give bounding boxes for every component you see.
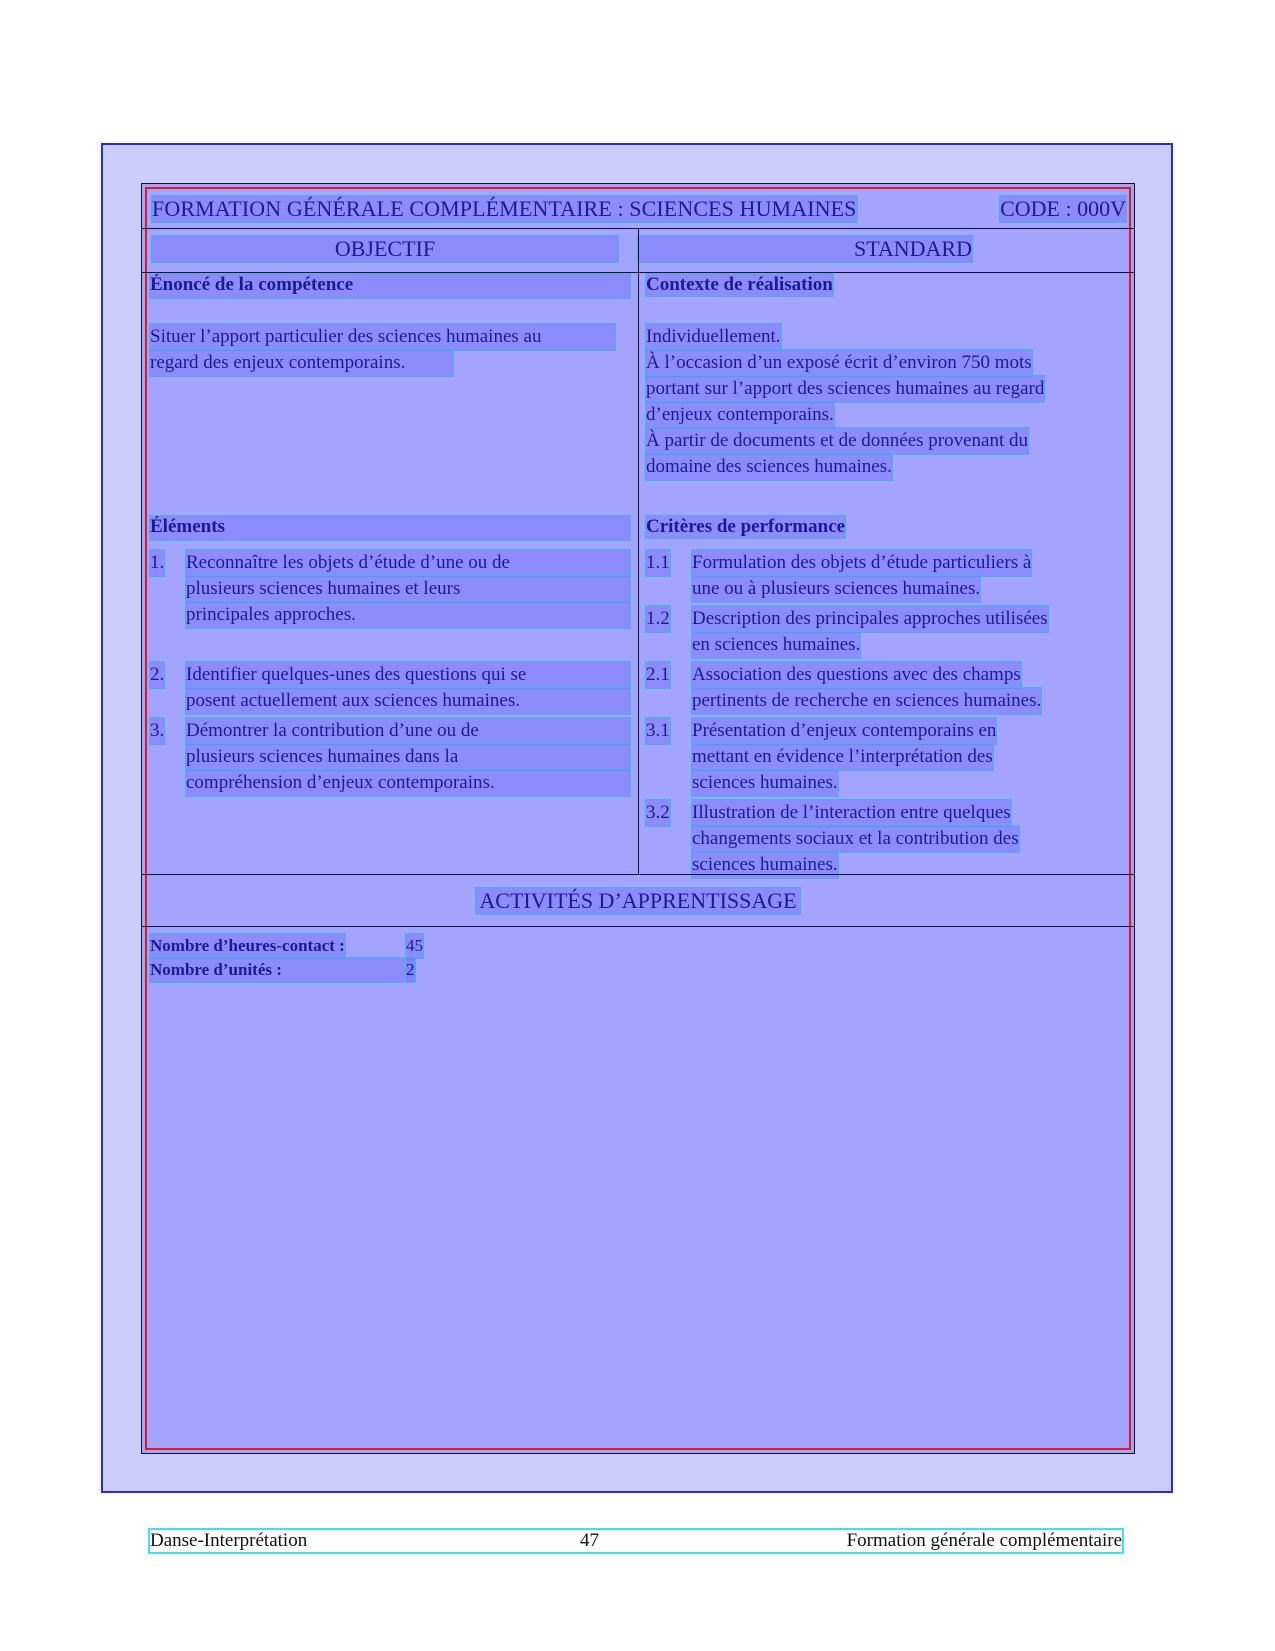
divider [142,874,1134,875]
element-number: 3. [150,718,164,744]
criterion-line: sciences humaines. [692,852,838,878]
context-line: portant sur l’apport des sciences humaines au regard [646,376,1044,402]
criterion-line: Association des questions avec des champs [692,662,1021,688]
element-number: 1. [150,550,164,576]
hours-label: Nombre d’heures-contact : [150,934,345,958]
footer-program: Danse-Interprétation [150,1530,308,1551]
competence-line: regard des enjeux contemporains. [150,350,453,376]
criterion-number: 3.1 [646,718,670,744]
criterion-line: Formulation des objets d’étude particuliers à [692,550,1031,576]
competence-heading: Énoncé de la compétence [150,274,630,298]
units-value: 2 [406,958,415,982]
elements-heading: Éléments [150,516,630,540]
criterion-number: 1.2 [646,606,670,632]
element-line: compréhension d’enjeux contemporains. [186,770,630,796]
element-line: Reconnaître les objets d’étude d’une ou de [186,550,630,576]
criterion-line: Illustration de l’interaction entre quelques [692,800,1011,826]
element-line: plusieurs sciences humaines dans la [186,744,630,770]
divider [142,926,1134,927]
criterion-line: Présentation d’enjeux contemporains en [692,718,996,744]
context-line: Individuellement. [646,324,781,350]
criterion-number: 3.2 [646,800,670,826]
competency-table [141,183,1135,1454]
column-header-objectif: OBJECTIF [152,236,618,262]
competence-line: Situer l’apport particulier des sciences humaines au [150,324,615,350]
element-line: principales approches. [186,602,630,628]
criterion-number: 2.1 [646,662,670,688]
criterion-item [646,718,1116,796]
element-item [150,718,630,796]
criterion-item [646,550,1116,602]
criterion-item [646,606,1116,658]
context-line: domaine des sciences humaines. [646,454,892,480]
hours-value: 45 [406,934,423,958]
context-line: À partir de documents et de données provenant du [646,428,1028,454]
criterion-item [646,662,1116,714]
context-line: À l’occasion d’un exposé écrit d’environ 750 mots [646,350,1032,376]
element-line: Démontrer la contribution d’une ou de [186,718,630,744]
criterion-line: sciences humaines. [692,770,838,796]
element-number: 2. [150,662,164,688]
criterion-line: en sciences humaines. [692,632,860,658]
element-line: posent actuellement aux sciences humaines. [186,688,630,714]
element-line: Identifier quelques-unes des questions qui se [186,662,630,688]
table-title: FORMATION GÉNÉRALE COMPLÉMENTAIRE : SCIENCES HUMAINES [152,196,857,221]
page-number: 47 [580,1530,599,1551]
element-item [150,662,630,714]
activities-heading: ACTIVITÉS D’APPRENTISSAGE [476,888,800,914]
criterion-line: pertinents de recherche en sciences humaines. [692,688,1041,714]
criteria-heading: Critères de performance [646,516,846,537]
units-label: Nombre d’unités : [150,958,414,982]
criterion-item [646,800,1116,878]
criterion-line: une ou à plusieurs sciences humaines. [692,576,980,602]
criterion-line: mettant en évidence l’interprétation des [692,744,993,770]
page-footer [150,1530,1122,1552]
context-heading: Contexte de réalisation [646,274,833,295]
element-line: plusieurs sciences humaines et leurs [186,576,630,602]
column-divider [638,272,639,874]
element-item [150,550,630,628]
footer-section: Formation générale complémentaire [846,1530,1122,1551]
context-line: d’enjeux contemporains. [646,402,834,428]
criterion-number: 1.1 [646,550,670,576]
criterion-line: changements sociaux et la contribution des [692,826,1019,852]
column-header-standard: STANDARD [638,236,972,262]
course-code: CODE : 000V [1000,196,1126,221]
criterion-line: Description des principales approches utilisées [692,606,1048,632]
column-divider [638,228,639,272]
